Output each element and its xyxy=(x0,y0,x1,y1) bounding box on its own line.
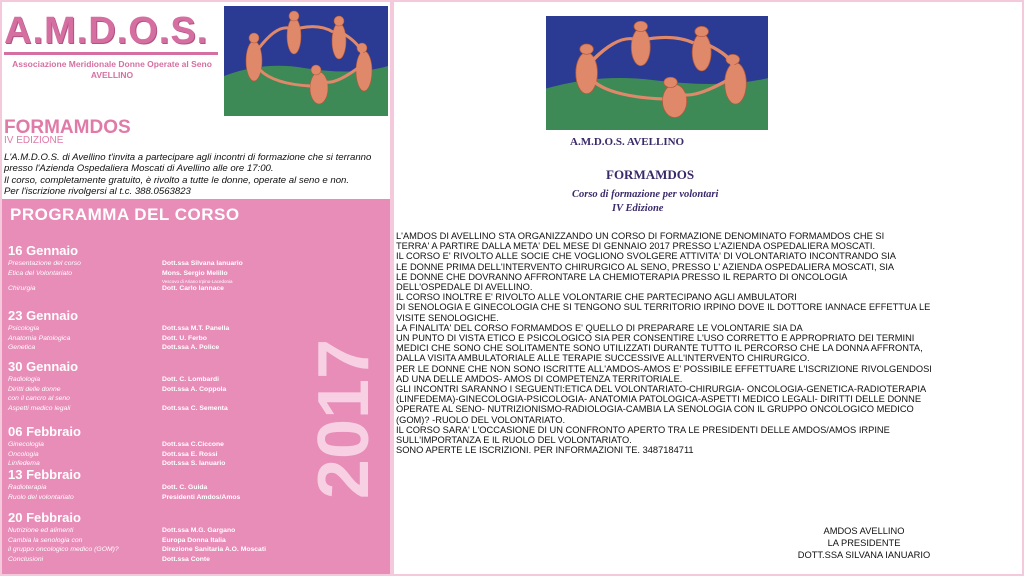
day-row xyxy=(8,527,236,537)
day-row xyxy=(8,546,266,556)
intro-line: presso l'Azienda Ospedaliera Moscati di Avellino alle ore 17:00. xyxy=(4,163,274,175)
body-line: DELL'OSPEDALE DI AVELLINO. xyxy=(396,282,533,293)
session-topic: Cambia la senologia con xyxy=(8,536,83,544)
session-speaker: Dott.ssa Silvana Ianuario xyxy=(162,260,243,267)
signature-line: AMDOS AVELLINO xyxy=(823,526,905,536)
letter-right xyxy=(394,2,1022,574)
day-row xyxy=(8,385,227,396)
session-speaker: Dott.ssa A. Coppola xyxy=(162,385,227,393)
day-row xyxy=(8,395,78,405)
body-line: IL CORSO SARA' L'OCCASIONE DI UN CONFRONTO APERTO TRA LE PRESIDENTI DELLE AMDOS/AMOS IRPINE xyxy=(396,424,890,435)
body-line: AD UNA DELLE AMDOS- AMOS DI COMPETENZA TERRITORIALE. xyxy=(396,373,683,384)
programma-box xyxy=(2,199,390,574)
day-row xyxy=(8,450,218,461)
session-topic: Ginecologia xyxy=(8,441,44,448)
body-line: SULL'IMPORTANZA E IL RUOLO DEL VOLONTARIATO. xyxy=(396,435,632,446)
session-speaker: Direzione Sanitaria A.O. Moscati xyxy=(162,546,266,553)
day-row xyxy=(8,334,207,345)
body-line: DI SENOLOGIA E GINECOLOGIA CHE SI TENGONO SUL TERRITORIO IRPINO DOVE IL DOTTORE IANNACE EFFETTUA LE xyxy=(396,302,931,313)
session-topic: Linfedema xyxy=(8,460,40,467)
day-date: 06 Febbraio xyxy=(8,424,81,439)
session-speaker: Dott.ssa M.G. Gargano xyxy=(162,527,236,534)
session-topic: Chirurgia xyxy=(8,285,36,292)
session-topic: Nutrizione ed alimenti xyxy=(8,527,74,534)
programma-day xyxy=(8,243,243,295)
day-date: 30 Gennaio xyxy=(8,359,79,374)
intro-line: L'A.M.D.O.S. di Avellino t'invita a partecipare agli incontri di formazione che si terranno xyxy=(4,152,372,163)
session-topic: Psicologia xyxy=(8,325,39,332)
session-topic: Ruolo del volontariato xyxy=(8,493,74,501)
dance-painting-icon xyxy=(546,16,768,130)
year-text: 2017 xyxy=(304,338,385,500)
session-speaker: Dott.ssa C.Ciccone xyxy=(162,441,224,448)
day-date: 20 Febbraio xyxy=(8,510,81,525)
session-topic: con il cancro al seno xyxy=(8,395,70,402)
body-line: UN PUNTO DI VISTA ETICO E PSICOLOGICO SIA PER CONSENTIRE L'USO CORRETTO E APPROPRIATO DEI TERMINI xyxy=(396,333,915,344)
body-line: (LINFEDEMA)-GINECOLOGIA-PSICOLOGIA- ANATOMIA PATOLOGICA-ASPETTI MEDICO LEGALI- DIRITTI DELLE DONNE xyxy=(396,394,922,405)
flyer-left xyxy=(2,2,390,574)
session-topic: il gruppo oncologico medico (GOM)? xyxy=(8,546,119,553)
flyer-intro xyxy=(4,152,388,198)
session-topic: Conclusioni xyxy=(8,555,44,563)
intro-line: Il corso, completamente gratuito, è rivolto a tutte le donne, operate al seno e non. xyxy=(4,174,350,186)
body-line: LA FINALITA' DEL CORSO FORMAMDOS E' QUELLO DI PREPARARE LE VOLONTARIE SIA DA xyxy=(396,322,803,333)
letter-edition: IV Edizione xyxy=(612,203,664,214)
session-speaker: Dott. Carlo Iannace xyxy=(162,285,224,292)
day-row xyxy=(8,404,228,415)
flyer-edition: IV EDIZIONE xyxy=(4,135,64,146)
session-speaker: Dott.ssa C. Sementa xyxy=(162,404,228,412)
body-line: PER LE DONNE CHE NON SONO ISCRITTE ALL'AMDOS-AMOS E' POSSIBILE EFFETTUARE L'ISCRIZIONE RIVOLGENDOSI xyxy=(396,363,932,374)
session-speaker: Dott.ssa E. Rossi xyxy=(162,450,218,458)
session-speaker: Dott.ssa S. Ianuario xyxy=(162,460,226,467)
body-line: MEDICI CHE SONO CHE SOLITAMENTE SONO UTILIZZATI DURANTE TUTTO IL PERCORSO CHE LA DONNA AFFRONTA, xyxy=(396,343,923,354)
body-line: GLI INCONTRI SARANNO I SEGUENTI:ETICA DEL VOLONTARIATO-CHIRURGIA- ONCOLOGIA-GENETICA-RADIOTERAPIA xyxy=(396,384,927,395)
day-row xyxy=(8,269,228,280)
day-row xyxy=(8,325,230,335)
signature-line: LA PRESIDENTE xyxy=(827,538,901,548)
letter-header: A.M.D.O.S. AVELLINO xyxy=(570,136,685,148)
day-row xyxy=(8,260,243,270)
session-speaker: Mons. Sergio Melillo xyxy=(162,269,228,277)
association-line: Associazione Meridionale Donne Operate al Seno xyxy=(12,59,212,69)
body-line: L'AMDOS DI AVELLINO STA ORGANIZZANDO UN CORSO DI FORMAZIONE DENOMINATO FORMAMDOS CHE SI xyxy=(396,231,885,241)
body-line: LE DONNE CHE DOVRANNO AFFRONTARE LA CHEMIOTERAPIA PRESSO IL REPARTO DI ONCOLOGIA xyxy=(396,271,848,282)
session-speaker: Dott.ssa M.T. Panella xyxy=(162,325,230,332)
session-topic: Radioterapia xyxy=(8,484,47,491)
body-line: (GOM)? -RUOLO DEL VOLONTARIATO. xyxy=(396,414,566,425)
letter-body xyxy=(396,231,1020,455)
session-topic: Anatomia Patologica xyxy=(8,334,71,342)
flyer-title: FORMAMDOS xyxy=(4,117,131,138)
logo-underline xyxy=(4,52,218,55)
session-speaker: Dott. U. Ferbo xyxy=(162,334,207,342)
body-line: IL CORSO E' RIVOLTO ALLE SOCIE CHE VOGLIONO SVOLGERE ATTIVITA' DI VOLONTARIATO INCONTRANDO SIA xyxy=(396,251,897,262)
body-line: DALLA VISITA AMBULATORIALE ALLE TERAPIE SUCCESSIVE ALL'INTERVENTO CHIRURGICO. xyxy=(396,353,810,364)
programma-day xyxy=(8,308,230,354)
session-topic: Aspetti medico legali xyxy=(8,404,71,412)
body-line: OPERATE AL SENO- NUTRIZIONISMO-RADIOLOGIA-CAMBIA LA SENOLOGIA CON IL GRUPPO ONCOLOGICO MEDICO xyxy=(396,404,914,415)
session-speaker: Presidenti Amdos/Amos xyxy=(162,493,241,501)
programma-day xyxy=(8,359,228,414)
session-topic: Genetica xyxy=(8,344,36,351)
programma-title: PROGRAMMA DEL CORSO xyxy=(10,205,240,224)
association-name xyxy=(2,59,222,81)
session-speaker: Vescovo di Ariano Irpino-Lacedonia xyxy=(162,279,233,284)
session-topic: Presentazione del corso xyxy=(8,260,81,267)
day-row xyxy=(8,344,220,354)
session-speaker: Europa Donna Italia xyxy=(162,536,226,544)
day-row xyxy=(8,484,208,494)
day-date: 16 Gennaio xyxy=(8,243,79,258)
association-city: AVELLINO xyxy=(90,70,134,80)
session-topic: Etica del Volontariato xyxy=(8,269,72,277)
day-row xyxy=(8,555,210,566)
body-line: TERRA' A PARTIRE DALLA META' DEL MESE DI GENNAIO 2017 PRESSO L'AZIENDA OSPEDALIERA MOSCATI. xyxy=(396,241,876,252)
day-date: 13 Febbraio xyxy=(8,467,81,482)
session-topic: Oncologia xyxy=(8,450,39,458)
body-line: IL CORSO INOLTRE E' RIVOLTO ALLE VOLONTARIE CHE PARTECIPANO AGLI AMBULATORI xyxy=(396,292,797,303)
day-row xyxy=(8,376,220,386)
body-line: VISITE SENOLOGICHE. xyxy=(396,312,499,323)
letter-signature xyxy=(774,525,954,561)
programma-day xyxy=(8,510,266,565)
day-row xyxy=(8,536,226,547)
session-speaker: Dott. C. Guida xyxy=(162,484,208,491)
letter-title: FORMAMDOS xyxy=(606,167,695,182)
letter-subtitle: Corso di formazione per volontari xyxy=(572,189,719,200)
body-line: LE DONNE PRIMA DELL'INTERVENTO CHIRURGICO AL SENO, PRESSO L' AZIENDA OSPEDALIERA MOSCATI, SIA xyxy=(396,261,895,272)
dance-painting-icon xyxy=(224,6,388,116)
day-row xyxy=(8,441,224,451)
day-row xyxy=(8,285,224,295)
session-topic: Radiologia xyxy=(8,376,41,383)
intro-line: Per l'iscrizione rivolgersi al t.c. 388.0563823 xyxy=(4,186,191,198)
session-topic: Diritti delle donne xyxy=(8,385,61,393)
day-date: 23 Gennaio xyxy=(8,308,79,323)
year-watermark xyxy=(304,299,385,539)
body-line: SONO APERTE LE ISCRIZIONI. PER INFORMAZIONI TE. 3487184711 xyxy=(396,445,694,456)
day-row xyxy=(8,493,241,504)
programma-day xyxy=(8,467,241,503)
session-speaker: Dott. C. Lombardi xyxy=(162,376,220,383)
signature-line: DOTT.SSA SILVANA IANUARIO xyxy=(797,550,931,560)
session-speaker: Dott.ssa Conte xyxy=(162,555,210,563)
amdos-logo: A.M.D.O.S. xyxy=(4,10,209,52)
programma-day xyxy=(8,424,226,470)
session-speaker: Dott.ssa A. Police xyxy=(162,344,220,351)
